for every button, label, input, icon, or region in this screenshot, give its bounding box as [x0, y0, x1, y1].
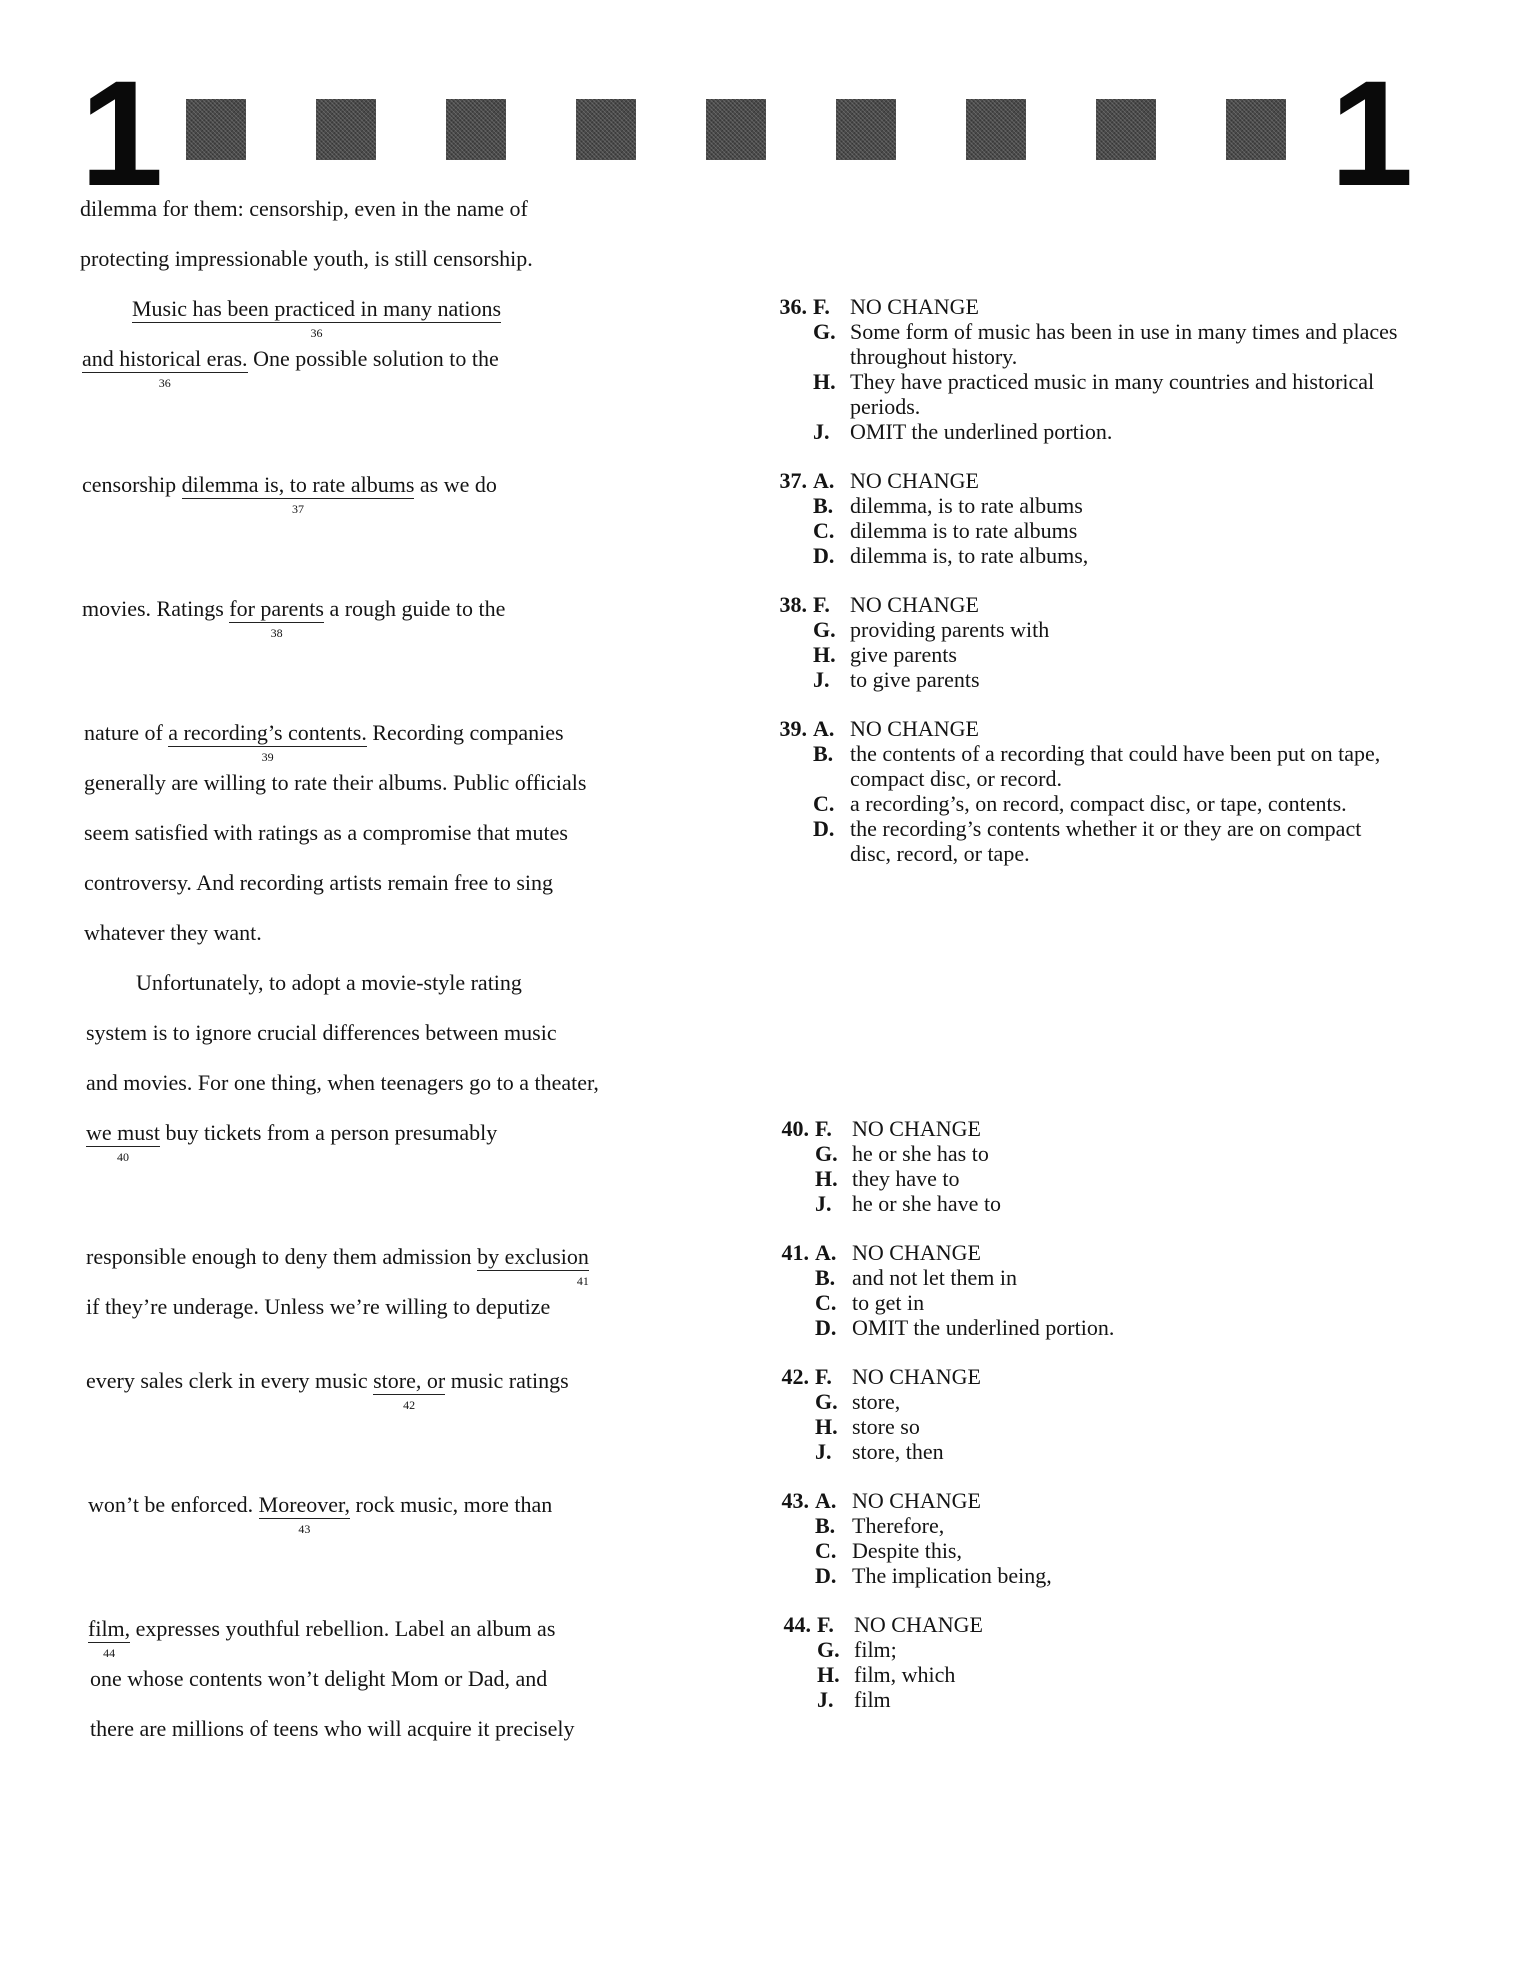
passage-text: a rough guide to the [323, 596, 506, 621]
answer-option[interactable] [757, 1538, 1407, 1563]
option-text: the recording’s contents whether it or they are on compact disc, record, or tape. [850, 816, 1362, 866]
option-letter: J. [813, 419, 830, 444]
option-text: NO CHANGE [852, 1364, 981, 1389]
option-letter: D. [815, 1315, 837, 1340]
passage-text: movies. Ratings [82, 596, 230, 621]
option-letter: F. [817, 1612, 834, 1637]
header-box [966, 99, 1026, 160]
answer-option[interactable] [757, 1141, 1407, 1166]
passage-line [136, 970, 522, 996]
underlined-portion-39[interactable] [168, 720, 367, 764]
option-text: NO CHANGE [850, 716, 979, 741]
passage-line [84, 820, 568, 846]
passage-line [88, 1616, 556, 1660]
option-letter: H. [817, 1662, 840, 1687]
option-letter: H. [815, 1166, 838, 1191]
option-letter: G. [813, 617, 836, 642]
answer-option[interactable] [757, 1240, 1407, 1265]
option-letter: H. [813, 369, 836, 394]
question-ref-number: 42 [403, 1398, 416, 1412]
option-letter: B. [813, 741, 834, 766]
option-letter: J. [815, 1191, 832, 1216]
answer-option[interactable] [757, 1439, 1407, 1464]
option-letter: B. [815, 1265, 836, 1290]
answer-option[interactable] [757, 1191, 1407, 1216]
option-letter: J. [815, 1439, 832, 1464]
question-number: 42. [781, 1364, 809, 1389]
option-letter: D. [813, 543, 835, 568]
option-text: to give parents [850, 667, 980, 692]
option-text: NO CHANGE [852, 1488, 981, 1513]
underlined-text: a recording’s contents. [168, 720, 367, 745]
underlined-portion-36[interactable] [132, 296, 502, 340]
option-text: the contents of a recording that could have been put on tape, compact disc, or record. [850, 741, 1381, 791]
option-text: film [854, 1687, 891, 1712]
option-text: dilemma is to rate albums [850, 518, 1078, 543]
passage-text: dilemma for them: censorship, even in the name of [80, 196, 528, 221]
answer-option[interactable] [757, 1315, 1407, 1340]
header-box [706, 99, 766, 160]
question-40 [757, 1116, 1407, 1216]
option-letter: F. [813, 294, 830, 319]
option-text: store so [852, 1414, 920, 1439]
option-text: NO CHANGE [850, 468, 979, 493]
answer-option[interactable] [759, 1662, 1409, 1687]
passage-text: Recording companies [366, 720, 564, 745]
question-number: 39. [779, 716, 807, 741]
passage-text: censorship [82, 472, 182, 497]
passage-line [132, 296, 502, 340]
answer-option[interactable] [757, 1414, 1407, 1439]
option-letter: D. [815, 1563, 837, 1588]
option-text: Some form of music has been in use in many times and places throughout history. [850, 319, 1398, 369]
answer-option[interactable] [759, 1612, 1409, 1637]
question-ref-number: 36 [310, 326, 323, 340]
underlined-text: we must [86, 1120, 160, 1145]
header-box [836, 99, 896, 160]
passage-text: protecting impressionable youth, is still censorship. [80, 246, 533, 271]
answer-option[interactable] [759, 1687, 1409, 1712]
option-letter: B. [815, 1513, 836, 1538]
option-letter: C. [813, 518, 835, 543]
question-ref-number: 36 [158, 376, 171, 390]
underlined-portion-43[interactable] [258, 1492, 351, 1536]
passage-line [90, 1716, 574, 1742]
option-text: NO CHANGE [850, 294, 979, 319]
passage-text: won’t be enforced. [88, 1492, 259, 1517]
answer-option[interactable] [755, 716, 1405, 741]
answer-option[interactable] [757, 1563, 1407, 1588]
passage-line [82, 472, 497, 516]
option-text: OMIT the underlined portion. [852, 1315, 1115, 1340]
underlined-text: Music has been practiced in many nations [132, 296, 502, 321]
question-number: 44. [783, 1612, 811, 1637]
underlined-text: dilemma is, to rate albums [181, 472, 415, 497]
answer-option[interactable] [755, 319, 1405, 369]
option-text: and not let them in [852, 1265, 1017, 1290]
passage-line [84, 870, 553, 896]
answer-option[interactable] [755, 592, 1405, 617]
passage-text: generally are willing to rate their albums. Public officials [84, 770, 587, 795]
option-text: store, then [852, 1439, 944, 1464]
option-letter: J. [817, 1687, 834, 1712]
passage-line [84, 770, 586, 796]
passage-line [86, 1020, 557, 1046]
option-text: NO CHANGE [850, 592, 979, 617]
answer-option[interactable] [755, 642, 1405, 667]
option-letter: F. [815, 1116, 832, 1141]
passage-line [86, 1368, 569, 1412]
option-letter: A. [813, 716, 835, 741]
passage-text: expresses youthful rebellion. Label an album as [130, 1616, 556, 1641]
option-letter: G. [815, 1141, 838, 1166]
header-box [186, 99, 246, 160]
option-letter: A. [813, 468, 835, 493]
option-text: Therefore, [852, 1513, 945, 1538]
option-letter: F. [813, 592, 830, 617]
answer-option[interactable] [759, 1637, 1409, 1662]
passage-line [82, 346, 499, 390]
option-letter: G. [815, 1389, 838, 1414]
option-text: They have practiced music in many countries and historical periods. [850, 369, 1375, 419]
passage-line [90, 1666, 547, 1692]
passage-text: controversy. And recording artists remain free to sing [84, 870, 553, 895]
option-text: store, [852, 1389, 901, 1414]
option-text: NO CHANGE [854, 1612, 983, 1637]
question-43 [757, 1488, 1407, 1588]
option-text: they have to [852, 1166, 960, 1191]
passage-line [84, 920, 262, 946]
option-text: NO CHANGE [852, 1240, 981, 1265]
question-ref-number: 37 [291, 502, 304, 516]
passage-text: and movies. For one thing, when teenagers go to a theater, [86, 1070, 599, 1095]
option-text: to get in [852, 1290, 925, 1315]
passage-line [86, 1070, 599, 1096]
passage-line [88, 1492, 553, 1536]
passage-line [82, 596, 506, 640]
option-letter: C. [815, 1290, 837, 1315]
underlined-text: store, or [373, 1368, 446, 1393]
passage-line [86, 1294, 550, 1320]
answer-option[interactable] [755, 617, 1405, 642]
option-text: give parents [850, 642, 957, 667]
question-number: 36. [779, 294, 807, 319]
question-ref-number: 41 [576, 1274, 589, 1288]
passage-text: seem satisfied with ratings as a compromise that mutes [84, 820, 568, 845]
option-letter: H. [815, 1414, 838, 1439]
underlined-text: and historical eras. [82, 346, 248, 371]
answer-option[interactable] [757, 1265, 1407, 1290]
option-letter: J. [813, 667, 830, 692]
option-text: dilemma, is to rate albums [850, 493, 1083, 518]
passage-text: One possible solution to the [247, 346, 499, 371]
answer-option[interactable] [755, 419, 1405, 444]
passage-text: whatever they want. [84, 920, 262, 945]
question-number: 40. [781, 1116, 809, 1141]
option-text: Despite this, [852, 1538, 962, 1563]
passage-text: system is to ignore crucial differences between music [86, 1020, 557, 1045]
question-number: 38. [779, 592, 807, 617]
passage-text: as we do [414, 472, 497, 497]
option-letter: A. [815, 1240, 837, 1265]
question-ref-number: 40 [116, 1150, 129, 1164]
passage-text: responsible enough to deny them admission [86, 1244, 478, 1269]
passage-line [80, 196, 528, 222]
answer-option[interactable] [757, 1513, 1407, 1538]
passage-line [84, 720, 564, 764]
underlined-portion-40[interactable] [86, 1120, 160, 1164]
question-number: 43. [781, 1488, 809, 1513]
question-44 [759, 1612, 1409, 1712]
answer-option[interactable] [757, 1116, 1407, 1141]
passage-text: one whose contents won’t delight Mom or Dad, and [90, 1666, 548, 1691]
underlined-portion-37[interactable] [181, 472, 415, 516]
passage-text: music ratings [445, 1368, 569, 1393]
answer-option[interactable] [755, 741, 1405, 791]
question-37 [755, 468, 1405, 568]
underlined-portion-41[interactable] [477, 1244, 589, 1288]
question-ref-number: 43 [298, 1522, 311, 1536]
answer-option[interactable] [757, 1166, 1407, 1191]
underlined-text: Moreover, [258, 1492, 351, 1517]
header-box [316, 99, 376, 160]
option-text: he or she has to [852, 1141, 989, 1166]
answer-option[interactable] [755, 816, 1405, 866]
answer-option[interactable] [757, 1389, 1407, 1414]
answer-option[interactable] [755, 493, 1405, 518]
passage-text: nature of [84, 720, 169, 745]
option-text: NO CHANGE [852, 1116, 981, 1141]
option-letter: D. [813, 816, 835, 841]
option-text: film; [854, 1637, 897, 1662]
question-number: 37. [779, 468, 807, 493]
option-text: film, which [854, 1662, 956, 1687]
option-text: The implication being, [852, 1563, 1052, 1588]
passage-line [86, 1120, 498, 1164]
option-text: dilemma is, to rate albums, [850, 543, 1089, 568]
option-letter: G. [817, 1637, 840, 1662]
question-ref-number: 38 [270, 626, 283, 640]
section-number-left: 1 [80, 49, 164, 217]
passage-text: buy tickets from a person presumably [159, 1120, 498, 1145]
passage-line [80, 246, 533, 272]
question-ref-number: 39 [261, 750, 274, 764]
answer-option[interactable] [755, 543, 1405, 568]
question-36 [755, 294, 1405, 444]
underlined-portion-42[interactable] [373, 1368, 446, 1412]
answer-option[interactable] [755, 468, 1405, 493]
passage-text: rock music, more than [350, 1492, 553, 1517]
underlined-portion-38[interactable] [229, 596, 324, 640]
answer-option[interactable] [757, 1290, 1407, 1315]
question-number: 41. [781, 1240, 809, 1265]
header-box [1096, 99, 1156, 160]
option-letter: B. [813, 493, 834, 518]
option-letter: F. [815, 1364, 832, 1389]
answer-option[interactable] [755, 369, 1405, 419]
answer-option[interactable] [757, 1488, 1407, 1513]
underlined-portion-36[interactable] [82, 346, 248, 390]
underlined-portion-44[interactable] [88, 1616, 131, 1660]
section-number-right: 1 [1330, 49, 1414, 217]
underlined-text: by exclusion [477, 1244, 589, 1269]
answer-option[interactable] [755, 791, 1405, 816]
header-box [576, 99, 636, 160]
option-letter: H. [813, 642, 836, 667]
passage-line [86, 1244, 589, 1288]
option-text: a recording’s, on record, compact disc, or tape, contents. [850, 791, 1347, 816]
option-letter: G. [813, 319, 836, 344]
question-42 [757, 1364, 1407, 1464]
passage-text: every sales clerk in every music [86, 1368, 374, 1393]
underlined-text: film, [88, 1616, 131, 1641]
question-41 [757, 1240, 1407, 1340]
header-box [446, 99, 506, 160]
answer-option[interactable] [755, 294, 1405, 319]
underlined-text: for parents [229, 596, 324, 621]
question-38 [755, 592, 1405, 692]
header-box [1226, 99, 1286, 160]
question-ref-number: 44 [103, 1646, 116, 1660]
option-text: he or she have to [852, 1191, 1002, 1216]
option-text: OMIT the underlined portion. [850, 419, 1113, 444]
answer-option[interactable] [755, 667, 1405, 692]
option-letter: C. [815, 1538, 837, 1563]
question-39 [755, 716, 1405, 866]
passage-text: Unfortunately, to adopt a movie-style rating [136, 970, 522, 995]
passage-text: there are millions of teens who will acquire it precisely [90, 1716, 575, 1741]
answer-option[interactable] [757, 1364, 1407, 1389]
option-text: providing parents with [850, 617, 1050, 642]
option-letter: C. [813, 791, 835, 816]
passage-text: if they’re underage. Unless we’re willing to deputize [86, 1294, 551, 1319]
option-letter: A. [815, 1488, 837, 1513]
answer-option[interactable] [755, 518, 1405, 543]
